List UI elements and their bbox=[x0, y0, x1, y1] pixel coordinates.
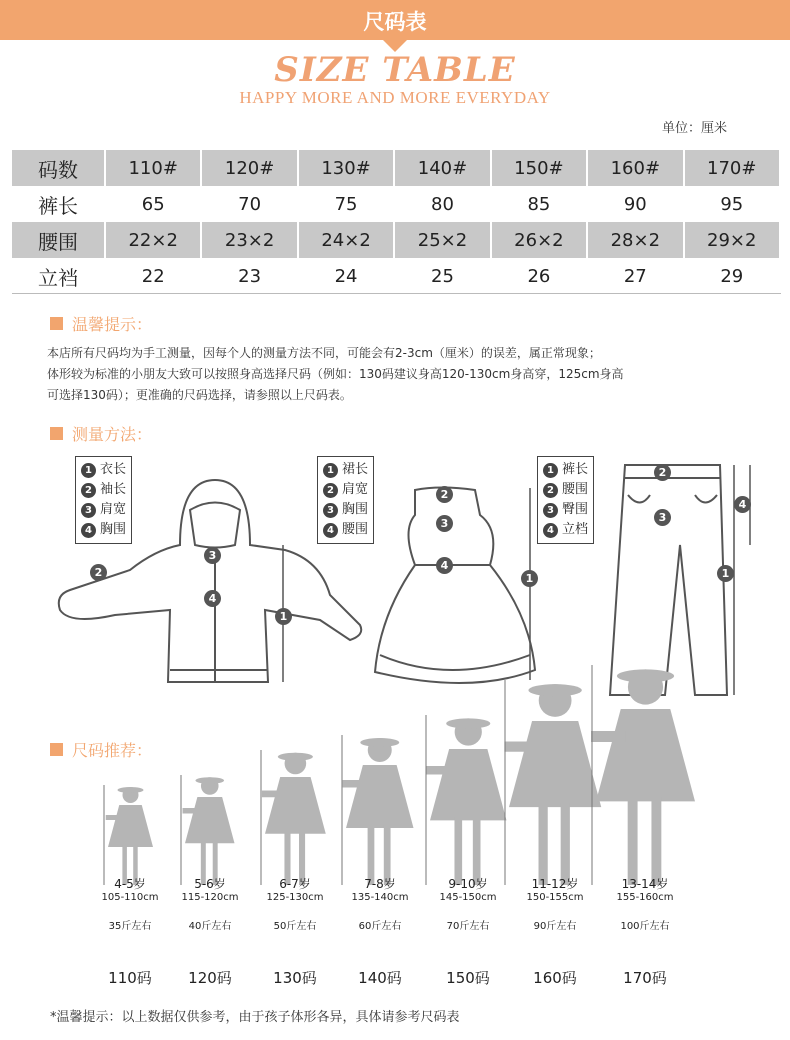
kid-size: 130码 bbox=[273, 969, 317, 987]
table-cell: 29 bbox=[684, 258, 780, 294]
table-cell: 25 bbox=[394, 258, 490, 294]
table-cell: 70 bbox=[201, 186, 297, 222]
jacket-marker-3: 3 bbox=[204, 547, 221, 564]
table-cell: 170# bbox=[684, 150, 780, 186]
kid-weight: 60斤左右 bbox=[358, 921, 402, 932]
dress-legend: 1 裙长 2 肩宽 3 胸围 4 腰围 bbox=[317, 456, 374, 544]
kid-size: 110码 bbox=[108, 969, 152, 987]
table-cell: 120# bbox=[201, 150, 297, 186]
recommend-heading: 尺码推荐： bbox=[50, 738, 152, 761]
table-cell: 24×2 bbox=[298, 222, 394, 258]
row-label: 裤长 bbox=[12, 186, 105, 222]
kid-weight: 35斤左右 bbox=[108, 921, 152, 932]
kid-age: 13-14岁 bbox=[621, 877, 669, 891]
pants-marker-1: 1 bbox=[717, 565, 734, 582]
kid-size: 140码 bbox=[358, 969, 402, 987]
table-row bbox=[12, 258, 780, 294]
dress-marker-4: 4 bbox=[436, 557, 453, 574]
kid-age: 11-12岁 bbox=[531, 877, 579, 891]
kid-size: 160码 bbox=[533, 969, 577, 987]
table-cell: 22 bbox=[105, 258, 201, 294]
table-cell: 80 bbox=[394, 186, 490, 222]
size-table-subtitle: HAPPY MORE AND MORE EVERYDAY bbox=[239, 88, 551, 107]
jacket-marker-4: 4 bbox=[204, 590, 221, 607]
table-row bbox=[12, 150, 780, 186]
size-recommendation bbox=[0, 725, 790, 995]
pants-drawing bbox=[610, 465, 727, 695]
kid-height: 145-150cm bbox=[439, 892, 497, 903]
square-bullet-icon bbox=[50, 427, 63, 440]
kid-size: 120码 bbox=[188, 969, 232, 987]
size-table bbox=[12, 150, 781, 294]
pants-marker-2: 2 bbox=[654, 464, 671, 481]
table-cell: 75 bbox=[298, 186, 394, 222]
table-cell: 140# bbox=[394, 150, 490, 186]
jacket-legend: 1 衣长 2 袖长 3 肩宽 4 胸围 bbox=[75, 456, 132, 544]
tips-line: 体形较为标准的小朋友大致可以按照身高选择尺码（例如：130码建议身高120-130cm身高穿，125cm身高 bbox=[47, 367, 624, 381]
child-silhouette bbox=[586, 665, 705, 895]
kid-height: 125-130cm bbox=[266, 892, 324, 903]
banner-title: 尺码表 bbox=[363, 10, 427, 34]
table-bottom-line bbox=[12, 293, 781, 294]
table-cell: 22×2 bbox=[105, 222, 201, 258]
kid-height: 155-160cm bbox=[616, 892, 674, 903]
table-cell: 25×2 bbox=[394, 222, 490, 258]
footnote: *温馨提示：以上数据仅供参考，由于孩子体形各异，具体请参考尺码表 bbox=[50, 1010, 460, 1025]
row-label: 腰围 bbox=[12, 222, 105, 258]
child-silhouette bbox=[336, 735, 424, 895]
table-cell: 150# bbox=[491, 150, 587, 186]
kid-height: 150-155cm bbox=[526, 892, 584, 903]
kid-height: 135-140cm bbox=[351, 892, 409, 903]
table-cell: 26×2 bbox=[491, 222, 587, 258]
table-row bbox=[12, 222, 780, 258]
table-cell: 26 bbox=[491, 258, 587, 294]
kid-height: 105-110cm bbox=[101, 892, 159, 903]
jacket-marker-2: 2 bbox=[90, 564, 107, 581]
jacket-marker-1: 1 bbox=[275, 608, 292, 625]
table-cell: 130# bbox=[298, 150, 394, 186]
table-cell: 90 bbox=[587, 186, 683, 222]
table-cell: 24 bbox=[298, 258, 394, 294]
table-row bbox=[12, 186, 780, 222]
child-silhouette bbox=[255, 750, 336, 895]
pants-marker-4: 4 bbox=[734, 496, 751, 513]
row-label: 立裆 bbox=[12, 258, 105, 294]
kid-size: 170码 bbox=[623, 969, 667, 987]
kid-age: 5-6岁 bbox=[194, 877, 226, 891]
table-cell: 23 bbox=[201, 258, 297, 294]
size-table-title: SIZE TABLE bbox=[274, 50, 516, 90]
kid-weight: 70斤左右 bbox=[446, 921, 490, 932]
table-cell: 160# bbox=[587, 150, 683, 186]
top-banner bbox=[0, 0, 790, 40]
tips-line: 可选择130码）；更准确的尺码选择，请参照以上尺码表。 bbox=[47, 388, 352, 402]
kid-age: 4-5岁 bbox=[114, 877, 146, 891]
tips-heading: 温馨提示： bbox=[50, 312, 152, 335]
table-cell: 27 bbox=[587, 258, 683, 294]
tips-text bbox=[47, 343, 747, 406]
kid-age: 7-8岁 bbox=[364, 877, 396, 891]
pants-legend: 1 裤长 2 腰围 3 臀围 4 立档 bbox=[537, 456, 594, 544]
kid-weight: 90斤左右 bbox=[533, 921, 577, 932]
kid-weight: 40斤左右 bbox=[188, 921, 232, 932]
dress-drawing bbox=[375, 488, 535, 684]
table-cell: 29×2 bbox=[684, 222, 780, 258]
kid-size: 150码 bbox=[446, 969, 490, 987]
kid-weight: 100斤左右 bbox=[620, 921, 670, 932]
dress-marker-3: 3 bbox=[436, 515, 453, 532]
kid-age: 6-7岁 bbox=[279, 877, 311, 891]
kid-age: 9-10岁 bbox=[448, 877, 488, 891]
table-cell: 65 bbox=[105, 186, 201, 222]
table-cell: 23×2 bbox=[201, 222, 297, 258]
pants-marker-3: 3 bbox=[654, 509, 671, 526]
square-bullet-icon bbox=[50, 317, 63, 330]
kid-height: 115-120cm bbox=[181, 892, 239, 903]
table-cell: 85 bbox=[491, 186, 587, 222]
measure-heading: 测量方法： bbox=[50, 422, 152, 445]
table-cell: 28×2 bbox=[587, 222, 683, 258]
tips-line: 本店所有尺码均为手工测量，因每个人的测量方法不同，可能会有2-3cm（厘米）的误差，属正常现象； bbox=[47, 346, 601, 360]
unit-label: 单位：厘米 bbox=[662, 121, 728, 136]
table-cell: 95 bbox=[684, 186, 780, 222]
table-cell: 110# bbox=[105, 150, 201, 186]
dress-marker-2: 2 bbox=[436, 486, 453, 503]
kid-weight: 50斤左右 bbox=[273, 921, 317, 932]
dress-marker-1: 1 bbox=[521, 570, 538, 587]
row-label: 码数 bbox=[12, 150, 105, 186]
